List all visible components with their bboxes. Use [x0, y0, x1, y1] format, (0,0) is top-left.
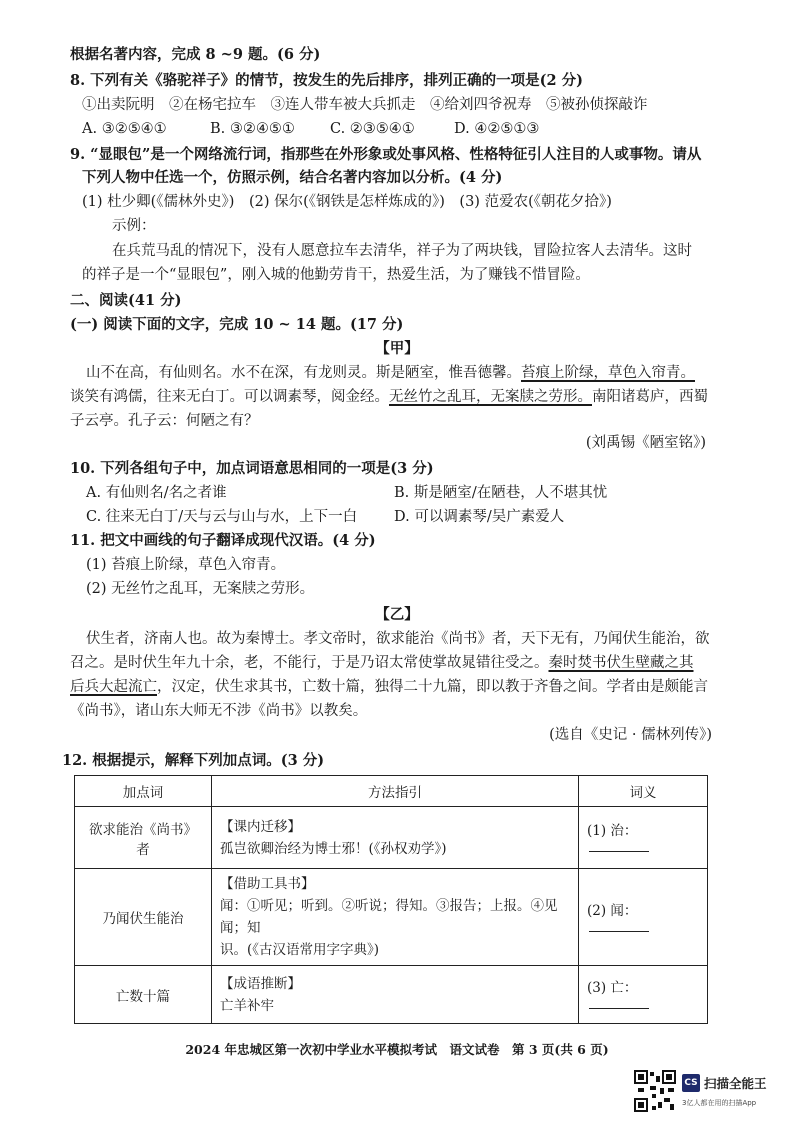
underlined-sentence-1: 苔痕上阶绿，草色入帘青。	[521, 365, 695, 381]
table-header: 加点词	[75, 776, 212, 807]
q9-stem-line2: 下列人物中任选一个，仿照示例，结合名著内容加以分析。(4 分)	[82, 169, 503, 186]
dotted-word-cell: 亡数十篇	[75, 966, 212, 1024]
method-body: 亡羊补牢	[220, 997, 274, 1014]
table-row	[75, 807, 708, 869]
passage-jia-text: 南阳诸葛庐，西蜀	[592, 389, 708, 405]
passage-yi-title: 【乙】	[375, 606, 419, 623]
answer-blank[interactable]	[589, 996, 649, 1009]
page-footer: 2024 年忠城区第一次初中学业水平模拟考试 语文试卷 第 3 页(共 6 页)	[185, 1042, 609, 1057]
method-body: 闻：①听见；听到。②听说；得知。③报告；上报。④见闻；知	[220, 898, 558, 936]
underlined-sentence-3-cont: 后兵大起流亡	[70, 679, 157, 695]
q12-table	[74, 775, 708, 1024]
q11-sentence-2: (2) 无丝竹之乱耳，无案牍之劳形。	[86, 581, 315, 597]
method-cell	[212, 966, 579, 1024]
method-cell	[212, 869, 579, 966]
meaning-label: (2) 闻：	[587, 902, 638, 919]
q8-stem: 8. 下列有关《骆驼祥子》的情节，按发生的先后排序，排列正确的一项是(2 分)	[70, 72, 584, 89]
scanner-app-name: 扫描全能王	[704, 1076, 767, 1091]
table-header: 词义	[579, 776, 708, 807]
q12-stem: 12. 根据提示，解释下列加点词。(3 分)	[62, 752, 325, 769]
method-body: 孤岂欲卿治经为博士邪！(《孙权劝学》)	[220, 840, 447, 857]
q9-stem-line1: 9. “显眼包”是一个网络流行词，指那些在外形象或处事风格、性格特征引人注目的人或事物。请从	[70, 146, 702, 163]
q8-option-d: D. ④②⑤①③	[454, 121, 540, 137]
q10-option-a: A. 有仙则名/名之者谁	[86, 485, 227, 501]
section-reading-title: 二、阅读(41 分)	[70, 292, 182, 309]
passage-jia-text: 谈笑有鸿儒，往来无白丁。可以调素琴，阅金经。	[70, 389, 389, 405]
method-title: 【借助工具书】	[220, 876, 315, 892]
q9-example-line2: 的祥子是一个“显眼包”，刚入城的他勤劳肯干，热爱生活，为了赚钱不惜冒险。	[82, 267, 590, 283]
q9-example-label: 示例：	[112, 218, 156, 234]
answer-blank[interactable]	[589, 919, 649, 932]
q11-stem: 11. 把文中画线的句子翻译成现代汉语。(4 分)	[70, 532, 376, 549]
method-title: 【课内迁移】	[220, 818, 301, 835]
meaning-label: (1) 治：	[587, 823, 638, 839]
passage-jia-title: 【甲】	[375, 340, 419, 357]
q8-option-b: B. ③②④⑤①	[210, 121, 295, 137]
q9-choices: (1) 杜少卿(《儒林外史》) (2) 保尔(《钢铁是怎样炼成的》) (3) 范爱农(《朝花夕拾》)	[82, 194, 612, 210]
passage-yi-line3	[70, 676, 708, 698]
passage-jia-line2	[70, 386, 708, 408]
answer-blank[interactable]	[589, 839, 649, 852]
qr-code-icon	[634, 1070, 676, 1112]
passage-jia-line1	[86, 362, 695, 384]
method-body: 识。(《古汉语常用字字典》)	[220, 942, 380, 958]
q10-option-c: C. 往来无白丁/天与云与山与水，上下一白	[86, 509, 358, 525]
passage-yi-source: (选自《史记 · 儒林列传》)	[549, 727, 712, 743]
passage-yi-line1: 伏生者，济南人也。故为秦博士。孝文帝时，欲求能治《尚书》者，天下无有，乃闻伏生能治，欲	[86, 631, 710, 647]
meaning-cell	[579, 807, 708, 869]
meaning-cell	[579, 869, 708, 966]
passage-yi-line2	[70, 652, 694, 674]
passage-jia-text: 山不在高，有仙则名。水不在深，有龙则灵。斯是陋室，惟吾德馨。	[86, 365, 521, 381]
table-header-row	[75, 776, 708, 807]
meaning-cell	[579, 966, 708, 1024]
scanner-tagline: 3亿人都在用的扫描App	[682, 1099, 757, 1107]
method-title: 【成语推断】	[220, 975, 301, 992]
intro-heading: 根据名著内容，完成 8 ~9 题。(6 分)	[70, 46, 321, 63]
scanner-logo-icon: CS	[682, 1074, 700, 1092]
reading-part1-title: (一) 阅读下面的文字，完成 10 ~ 14 题。(17 分)	[70, 316, 404, 333]
q8-option-a: A. ③②⑤④①	[82, 121, 167, 137]
passage-yi-text: ，汉定，伏生求其书，亡数十篇，独得二十九篇，即以教于齐鲁之间。学者由是颇能言	[157, 679, 708, 695]
table-header: 方法指引	[212, 776, 579, 807]
meaning-label: (3) 亡：	[587, 980, 638, 996]
q10-stem: 10. 下列各组句子中，加点词语意思相同的一项是(3 分)	[70, 460, 434, 477]
dotted-word-cell: 乃闻伏生能治	[75, 869, 212, 966]
passage-jia-source: (刘禹锡《陋室铭》)	[585, 435, 706, 451]
passage-jia-line3: 子云亭。孔子云：何陋之有？	[70, 413, 259, 429]
underlined-sentence-3: 秦时焚书伏生壁藏之其	[548, 655, 694, 671]
table-row	[75, 966, 708, 1024]
q8-option-c: C. ②③⑤④①	[330, 121, 415, 137]
passage-yi-text: 召之。是时伏生年九十余，老，不能行，于是乃诏太常使掌故晁错往受之。	[70, 655, 549, 671]
dotted-word-cell: 欲求能治《尚书》者	[75, 807, 212, 869]
method-cell	[212, 807, 579, 869]
q10-option-b: B. 斯是陋室/在陋巷，人不堪其忧	[394, 485, 608, 501]
passage-yi-line4: 《尚书》，诸山东大师无不涉《尚书》以教矣。	[70, 703, 368, 719]
underlined-sentence-2: 无丝竹之乱耳，无案牍之劳形。	[389, 389, 592, 405]
q9-example-line1: 在兵荒马乱的情况下，没有人愿意拉车去清华，祥子为了两块钱，冒险拉客人去清华。这时	[112, 243, 692, 259]
q10-option-d: D. 可以调素琴/吴广素爱人	[394, 509, 565, 525]
q11-sentence-1: (1) 苔痕上阶绿，草色入帘青。	[86, 557, 286, 573]
table-row	[75, 869, 708, 966]
q8-items: ①出卖阮明 ②在杨宅拉车 ③连人带车被大兵抓走 ④给刘四爷祝寿 ⑤被孙侦探敲诈	[82, 97, 648, 113]
